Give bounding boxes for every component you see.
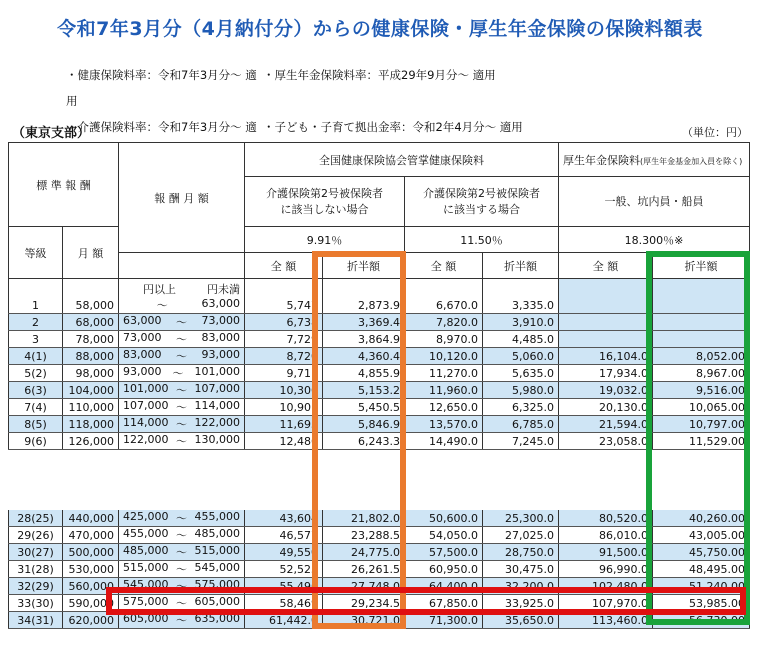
cell-half-no-care: 3,369.4 — [323, 314, 405, 331]
table-row — [9, 399, 750, 416]
cell-range — [119, 331, 245, 348]
cell-grade: 7(4) — [9, 399, 63, 416]
cell-grade: 9(6) — [9, 433, 63, 450]
cell-half-no-care: 5,450.5 — [323, 399, 405, 416]
note-health-rate: ・健康保険料率：令和7年3月分～ 適用 — [66, 68, 257, 108]
cell-monthly: 500,000 — [63, 544, 119, 561]
cell-range-lower: 83,000 — [123, 348, 162, 361]
cell-half-with-care: 7,245.0 — [483, 433, 559, 450]
cell-grade: 33(30) — [9, 595, 63, 612]
unit-label: （単位：円） — [682, 126, 748, 139]
premium-table — [8, 142, 750, 629]
table-gap-cell — [9, 450, 750, 511]
header-monthly: 月 額 — [63, 227, 119, 279]
cell-full-with-care: 8,970.0 — [405, 331, 483, 348]
cell-range — [119, 544, 245, 561]
header-full-1: 全 額 — [245, 253, 323, 279]
cell-half-pension: 56,730.00 — [653, 612, 750, 629]
page-title: 令和7年3月分（4月納付分）からの健康保険・厚生年金保険の保険料額表 — [57, 18, 703, 40]
cell-range — [119, 578, 245, 595]
header-remuneration: 報 酬 月 額 — [119, 143, 245, 253]
range-tilde: ～ — [176, 546, 187, 559]
header-health: 全国健康保険協会管掌健康保険料 — [245, 143, 559, 177]
header-half-1: 折半額 — [323, 253, 405, 279]
cell-range-lower: 122,000 — [123, 433, 169, 446]
cell-range — [119, 527, 245, 544]
cell-half-pension — [653, 314, 750, 331]
cell-full-pension — [559, 297, 653, 314]
cell-full-pension: 21,594.0 — [559, 416, 653, 433]
cell-half-no-care: 4,360.4 — [323, 348, 405, 365]
range-tilde: ～ — [176, 350, 187, 363]
table-row — [9, 595, 750, 612]
cell-full-no-care: 61,442.0 — [245, 612, 323, 629]
cell-half-no-care: 29,234.5 — [323, 595, 405, 612]
cell-range-upper: 485,000 — [194, 527, 240, 540]
cell-half-no-care: 30,721.0 — [323, 612, 405, 629]
cell-range-upper: 63,000 — [201, 297, 240, 310]
cell-monthly: 440,000 — [63, 510, 119, 527]
range-tilde: ～ — [176, 435, 187, 448]
cell-full-with-care: 50,600.0 — [405, 510, 483, 527]
cell-half-with-care: 25,300.0 — [483, 510, 559, 527]
table-body-top — [9, 279, 750, 450]
table-row — [9, 416, 750, 433]
cell-grade: 28(25) — [9, 510, 63, 527]
cell-full-pension: 102,480.0 — [559, 578, 653, 595]
table-body-bottom — [9, 510, 750, 629]
cell-range-upper: 545,000 — [194, 561, 240, 574]
cell-full-with-care: 10,120.0 — [405, 348, 483, 365]
cell-half-no-care: 5,846.9 — [323, 416, 405, 433]
note-pension-rate: ・厚生年金保険料率：平成29年9月分～ 適用 — [263, 68, 496, 82]
cell-monthly: 88,000 — [63, 348, 119, 365]
cell-range — [119, 416, 245, 433]
table-cell — [405, 279, 483, 298]
header-pension-note: (厚生年金基金加入員を除く) — [640, 156, 743, 166]
table-cell — [9, 279, 63, 298]
cell-monthly: 58,000 — [63, 297, 119, 314]
header-standard: 標 準 報 酬 — [9, 143, 119, 227]
cell-full-pension — [559, 331, 653, 348]
cell-monthly: 118,000 — [63, 416, 119, 433]
table-row — [9, 612, 750, 629]
header-no-care: 介護保険第2号被保険者 に該当しない場合 — [245, 177, 405, 227]
cell-half-no-care: 5,153.2 — [323, 382, 405, 399]
cell-half-with-care: 5,060.0 — [483, 348, 559, 365]
cell-range-upper: 114,000 — [194, 399, 240, 412]
cell-range-lower: 545,000 — [123, 578, 169, 591]
header-general: 一般、坑内員・船員 — [559, 177, 750, 227]
cell-full-pension — [559, 314, 653, 331]
table-row — [9, 433, 750, 450]
cell-half-with-care: 5,980.0 — [483, 382, 559, 399]
cell-full-no-care: 46,577 — [245, 527, 323, 544]
range-tilde: ～ — [172, 367, 184, 380]
range-tilde: ～ — [176, 529, 187, 542]
table-row — [9, 331, 750, 348]
cell-full-with-care: 7,820.0 — [405, 314, 483, 331]
cell-half-with-care: 27,025.0 — [483, 527, 559, 544]
range-tilde: ～ — [176, 580, 187, 593]
header-half-2: 折半額 — [483, 253, 559, 279]
cell-full-no-care: 7,729 — [245, 331, 323, 348]
cell-range — [119, 314, 245, 331]
note-care-rate: ・介護保険料率：令和7年3月分～ 適 — [66, 120, 257, 134]
cell-full-pension: 17,934.0 — [559, 365, 653, 382]
cell-full-with-care: 11,960.0 — [405, 382, 483, 399]
table-row-units — [9, 279, 750, 298]
cell-half-with-care: 6,325.0 — [483, 399, 559, 416]
cell-half-no-care: 27,748.0 — [323, 578, 405, 595]
cell-half-no-care: 6,243.3 — [323, 433, 405, 450]
cell-grade: 6(3) — [9, 382, 63, 399]
cell-grade: 34(31) — [9, 612, 63, 629]
cell-half-pension: 40,260.00 — [653, 510, 750, 527]
cell-half-with-care: 28,750.0 — [483, 544, 559, 561]
cell-full-with-care: 6,670.0 — [405, 297, 483, 314]
header-rate-2: 11.50％ — [405, 227, 559, 253]
cell-range-lower: 107,000 — [123, 399, 169, 412]
cell-full-no-care: 10,901 — [245, 399, 323, 416]
cell-full-with-care: 13,570.0 — [405, 416, 483, 433]
table-cell — [559, 279, 653, 298]
table-row — [9, 527, 750, 544]
table-gap-row — [9, 450, 750, 511]
table-cell — [245, 279, 323, 298]
table-row — [9, 348, 750, 365]
table-cell — [483, 279, 559, 298]
note-row — [66, 62, 523, 114]
cell-range — [119, 399, 245, 416]
cell-range — [119, 433, 245, 450]
cell-half-pension: 51,240.00 — [653, 578, 750, 595]
table-row — [9, 510, 750, 527]
cell-half-with-care: 33,925.0 — [483, 595, 559, 612]
table-row — [9, 561, 750, 578]
cell-full-no-care: 58,469 — [245, 595, 323, 612]
header-rate-1: 9.91％ — [245, 227, 405, 253]
cell-full-no-care: 43,604 — [245, 510, 323, 527]
cell-half-no-care: 23,288.5 — [323, 527, 405, 544]
cell-full-no-care: 6,738 — [245, 314, 323, 331]
range-tilde: ～ — [176, 333, 187, 346]
cell-half-pension: 8,052.00 — [653, 348, 750, 365]
range-units — [119, 279, 245, 298]
cell-half-pension: 9,516.00 — [653, 382, 750, 399]
cell-monthly: 560,000 — [63, 578, 119, 595]
table-cell — [653, 279, 750, 298]
cell-half-pension: 10,797.00 — [653, 416, 750, 433]
cell-range-upper: 107,000 — [194, 382, 240, 395]
cell-range — [119, 348, 245, 365]
cell-full-with-care: 64,400.0 — [405, 578, 483, 595]
cell-half-pension: 48,495.00 — [653, 561, 750, 578]
header-range-blank — [119, 253, 245, 279]
cell-range — [119, 297, 245, 314]
cell-monthly: 470,000 — [63, 527, 119, 544]
cell-monthly: 68,000 — [63, 314, 119, 331]
cell-full-with-care: 12,650.0 — [405, 399, 483, 416]
cell-grade: 4(1) — [9, 348, 63, 365]
cell-full-no-care: 8,720 — [245, 348, 323, 365]
cell-range-lower: 455,000 — [123, 527, 169, 540]
cell-half-pension: 43,005.00 — [653, 527, 750, 544]
cell-full-no-care: 9,711 — [245, 365, 323, 382]
cell-range — [119, 382, 245, 399]
cell-half-no-care: 21,802.0 — [323, 510, 405, 527]
cell-range — [119, 365, 245, 382]
cell-range-lower: 425,000 — [123, 510, 169, 523]
cell-half-with-care: 5,635.0 — [483, 365, 559, 382]
cell-monthly: 98,000 — [63, 365, 119, 382]
cell-range-upper: 455,000 — [194, 510, 240, 523]
cell-half-pension — [653, 297, 750, 314]
cell-range — [119, 612, 245, 629]
header-rate-3: 18.300％※ — [559, 227, 750, 253]
cell-full-pension: 113,460.0 — [559, 612, 653, 629]
cell-range-lower: 63,000 — [123, 314, 162, 327]
cell-full-no-care: 11,693 — [245, 416, 323, 433]
header-full-3: 全 額 — [559, 253, 653, 279]
header-with-care: 介護保険第2号被保険者 に該当する場合 — [405, 177, 559, 227]
cell-full-with-care: 54,050.0 — [405, 527, 483, 544]
cell-half-with-care: 4,485.0 — [483, 331, 559, 348]
cell-range-lower: 575,000 — [123, 595, 169, 608]
cell-full-with-care: 67,850.0 — [405, 595, 483, 612]
branch-label: （東京支部） — [12, 126, 91, 141]
range-tilde: ～ — [176, 418, 187, 431]
cell-full-no-care: 52,523 — [245, 561, 323, 578]
cell-half-no-care: 24,775.0 — [323, 544, 405, 561]
range-tilde: ～ — [176, 597, 187, 610]
cell-range-lower: 515,000 — [123, 561, 169, 574]
cell-full-pension: 91,500.0 — [559, 544, 653, 561]
cell-monthly: 78,000 — [63, 331, 119, 348]
cell-half-pension: 53,985.00 — [653, 595, 750, 612]
table-cell — [63, 279, 119, 298]
cell-range-upper: 73,000 — [201, 314, 240, 327]
cell-full-pension: 19,032.0 — [559, 382, 653, 399]
lower-label: 円以上 — [143, 283, 176, 296]
cell-half-with-care: 3,910.0 — [483, 314, 559, 331]
cell-half-pension — [653, 331, 750, 348]
cell-grade: 32(29) — [9, 578, 63, 595]
table-row — [9, 544, 750, 561]
cell-half-pension: 8,967.00 — [653, 365, 750, 382]
cell-grade: 5(2) — [9, 365, 63, 382]
cell-half-no-care: 26,261.5 — [323, 561, 405, 578]
cell-grade: 8(5) — [9, 416, 63, 433]
cell-monthly: 530,000 — [63, 561, 119, 578]
table-row — [9, 365, 750, 382]
cell-half-with-care: 30,475.0 — [483, 561, 559, 578]
cell-full-no-care: 55,496 — [245, 578, 323, 595]
note-child-rate: ・子ども・子育て拠出金率：令和2年4月分～ 適用 — [263, 120, 523, 134]
cell-range-upper: 93,000 — [201, 348, 240, 361]
table-row — [9, 578, 750, 595]
cell-range-lower: 93,000 — [123, 365, 162, 378]
cell-grade: 3 — [9, 331, 63, 348]
range-tilde: ～ — [176, 401, 187, 414]
cell-range-lower: 605,000 — [123, 612, 169, 625]
range-tilde: ～ — [176, 512, 187, 525]
cell-half-with-care: 6,785.0 — [483, 416, 559, 433]
cell-half-with-care: 32,200.0 — [483, 578, 559, 595]
range-tilde: ～ — [176, 614, 187, 627]
cell-full-with-care: 60,950.0 — [405, 561, 483, 578]
table-row — [9, 297, 750, 314]
cell-range-upper: 122,000 — [194, 416, 240, 429]
cell-full-no-care: 12,486 — [245, 433, 323, 450]
range-tilde: ～ — [176, 316, 187, 329]
cell-grade: 1 — [9, 297, 63, 314]
cell-full-pension: 23,058.0 — [559, 433, 653, 450]
range-tilde: ～ — [156, 299, 168, 312]
cell-range-upper: 575,000 — [194, 578, 240, 591]
cell-full-with-care: 11,270.0 — [405, 365, 483, 382]
cell-full-no-care: 10,306 — [245, 382, 323, 399]
cell-full-with-care: 57,500.0 — [405, 544, 483, 561]
cell-range-upper: 130,000 — [194, 433, 240, 446]
cell-full-pension: 20,130.0 — [559, 399, 653, 416]
range-tilde: ～ — [176, 563, 187, 576]
cell-range — [119, 510, 245, 527]
cell-full-pension: 16,104.0 — [559, 348, 653, 365]
header-grade: 等級 — [9, 227, 63, 279]
cell-grade: 2 — [9, 314, 63, 331]
cell-grade: 29(26) — [9, 527, 63, 544]
cell-half-with-care: 3,335.0 — [483, 297, 559, 314]
table-cell — [323, 279, 405, 298]
cell-half-no-care: 4,855.9 — [323, 365, 405, 382]
cell-range-lower: 485,000 — [123, 544, 169, 557]
cell-full-pension: 80,520.0 — [559, 510, 653, 527]
cell-range-lower: 114,000 — [123, 416, 169, 429]
header-pension-label: 厚生年金保険料 — [563, 153, 640, 167]
header-pension — [559, 143, 750, 177]
cell-full-pension: 107,970.0 — [559, 595, 653, 612]
cell-range-upper: 101,000 — [194, 365, 240, 378]
cell-half-pension: 10,065.00 — [653, 399, 750, 416]
cell-monthly: 126,000 — [63, 433, 119, 450]
cell-range-upper: 605,000 — [194, 595, 240, 608]
range-tilde: ～ — [176, 384, 187, 397]
header-half-3: 折半額 — [653, 253, 750, 279]
cell-full-with-care: 71,300.0 — [405, 612, 483, 629]
cell-range-lower: 73,000 — [123, 331, 162, 344]
cell-grade: 31(28) — [9, 561, 63, 578]
table-row — [9, 382, 750, 399]
header-full-2: 全 額 — [405, 253, 483, 279]
cell-monthly: 590,000 — [63, 595, 119, 612]
cell-half-no-care: 2,873.9 — [323, 297, 405, 314]
cell-full-pension: 96,990.0 — [559, 561, 653, 578]
cell-range-upper: 635,000 — [194, 612, 240, 625]
cell-monthly: 104,000 — [63, 382, 119, 399]
table-row — [9, 314, 750, 331]
cell-full-pension: 86,010.0 — [559, 527, 653, 544]
table-gap — [9, 450, 750, 511]
upper-label: 円未満 — [207, 283, 240, 296]
cell-half-with-care: 35,650.0 — [483, 612, 559, 629]
cell-grade: 30(27) — [9, 544, 63, 561]
cell-range-upper: 83,000 — [201, 331, 240, 344]
cell-monthly: 110,000 — [63, 399, 119, 416]
cell-half-pension: 11,529.00 — [653, 433, 750, 450]
cell-full-no-care: 5,747 — [245, 297, 323, 314]
cell-half-pension: 45,750.00 — [653, 544, 750, 561]
cell-full-no-care: 49,550 — [245, 544, 323, 561]
cell-range — [119, 595, 245, 612]
cell-range — [119, 561, 245, 578]
cell-monthly: 620,000 — [63, 612, 119, 629]
cell-full-with-care: 14,490.0 — [405, 433, 483, 450]
cell-range-lower: 101,000 — [123, 382, 169, 395]
cell-range-upper: 515,000 — [194, 544, 240, 557]
cell-half-no-care: 3,864.9 — [323, 331, 405, 348]
